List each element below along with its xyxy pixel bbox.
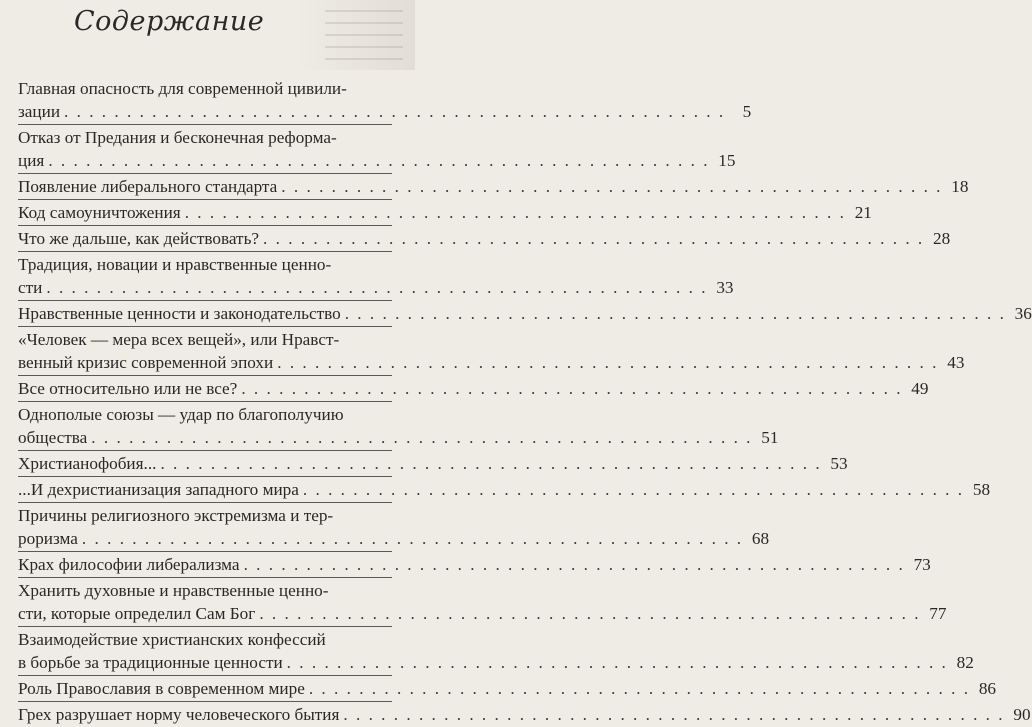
page-number: 18 xyxy=(951,177,969,196)
toc-entry-title: Появление либерального стандарта xyxy=(18,177,278,196)
dot-leader: . . . . . . . . . . . . . . . . . . . . . . . . . . . . . . . . . . . . . . . . . . . . . . . . . . . . . xyxy=(286,653,948,672)
toc-entry[interactable] xyxy=(18,252,734,301)
toc-entry-title: Что же дальше, как действовать? xyxy=(18,229,260,248)
dot-leader: . . . . . . . . . . . . . . . . . . . . . . . . . . . . . . . . . . . . . . . . . . . . . . . . . . . . . xyxy=(81,529,744,548)
toc-entry-title-continuation: сти, которые определил Сам Бог xyxy=(18,604,256,623)
page-number: 51 xyxy=(761,428,779,447)
page-number: 33 xyxy=(716,278,734,297)
dot-leader: . . . . . . . . . . . . . . . . . . . . . . . . . . . . . . . . . . . . . . . . . . . . . . . . . . . . . xyxy=(308,679,970,698)
toc-entry-title-continuation: ция xyxy=(18,151,45,170)
toc-entry[interactable] xyxy=(18,552,931,578)
dot-leader: . . . . . . . . . . . . . . . . . . . . . . . . . . . . . . . . . . . . . . . . . . . . . . . . . . . . . xyxy=(344,304,1006,323)
toc-entry-title: ...И дехристианизация западного мира xyxy=(18,480,299,499)
toc-entry[interactable] xyxy=(18,76,752,125)
dot-leader: . . . . . . . . . . . . . . . . . . . . . . . . . . . . . . . . . . . . . . . . . . . . . . . . . . . . . xyxy=(259,604,921,623)
page-number: 36 xyxy=(1014,304,1032,323)
page-title: Содержание xyxy=(74,6,265,37)
page-number: 53 xyxy=(830,454,848,473)
page-number: 58 xyxy=(972,480,991,499)
toc-entry[interactable] xyxy=(18,125,736,174)
toc-entry-title-continuation: в борьбе за традиционные ценности xyxy=(18,653,283,672)
toc-entry-title: Крах философии либерализма xyxy=(18,555,240,574)
page-number: 68 xyxy=(751,529,770,548)
toc-entry-title: Традиция, новации и нравственные ценно- xyxy=(18,255,332,274)
dot-leader: . . . . . . . . . . . . . . . . . . . . . . . . . . . . . . . . . . . . . . . . . . . . . . . . . . . . . xyxy=(277,353,939,372)
page-number: 15 xyxy=(718,151,736,170)
toc-entry-title: Взаимодействие христианских конфессий xyxy=(18,630,326,649)
toc-entry-title: Причины религиозного экстремизма и тер- xyxy=(18,506,334,525)
toc-entry-title-continuation: роризма xyxy=(18,529,78,548)
page-number: 5 xyxy=(742,102,752,121)
page-number: 43 xyxy=(947,353,965,372)
dot-leader: . . . . . . . . . . . . . . . . . . . . . . . . . . . . . . . . . . . . . . . . . . . . . . . . . . . . . xyxy=(46,278,708,297)
page-number: 77 xyxy=(929,604,947,623)
toc-entry[interactable] xyxy=(18,301,1032,327)
dot-leader: . . . . . . . . . . . . . . . . . . . . . . . . . . . . . . . . . . . . . . . . . . . . . . . . . . . . . xyxy=(263,229,925,248)
toc-entry-title-continuation: сти xyxy=(18,278,43,297)
table-of-contents xyxy=(18,76,1032,727)
toc-entry-title: Нравственные ценности и законодательство xyxy=(18,304,341,323)
dot-leader: . . . . . . . . . . . . . . . . . . . . . . . . . . . . . . . . . . . . . . . . . . . . . . . . . . . . . xyxy=(243,555,905,574)
dot-leader: . . . . . . . . . . . . . . . . . . . . . . . . . . . . . . . . . . . . . . . . . . . . . . . . . . . . . xyxy=(343,705,1005,724)
facing-page-bleed xyxy=(295,0,415,70)
toc-entry-title: Христианофобия... xyxy=(18,454,157,473)
toc-entry-title-continuation: общества xyxy=(18,428,88,447)
page-number: 28 xyxy=(933,229,951,248)
page-number: 73 xyxy=(913,555,931,574)
toc-entry-title: Отказ от Предания и бесконечная реформа- xyxy=(18,128,337,147)
toc-entry-title: Однополые союзы — удар по благополучию xyxy=(18,405,344,424)
toc-entry[interactable] xyxy=(18,200,872,226)
dot-leader: . . . . . . . . . . . . . . . . . . . . . . . . . . . . . . . . . . . . . . . . . . . . . . . . . . . . . xyxy=(281,177,943,196)
toc-entry[interactable] xyxy=(18,226,951,252)
toc-entry-title-continuation: зации xyxy=(18,102,61,121)
toc-entry-title: Главная опасность для современной цивили- xyxy=(18,79,347,98)
toc-entry[interactable] xyxy=(18,503,770,552)
toc-entry-title: Все относительно или не все? xyxy=(18,379,238,398)
dot-leader: . . . . . . . . . . . . . . . . . . . . . . . . . . . . . . . . . . . . . . . . . . . . . . . . . . . . . xyxy=(302,480,965,499)
toc-entry[interactable] xyxy=(18,376,929,402)
toc-entry[interactable] xyxy=(18,477,991,503)
page-number: 21 xyxy=(854,203,872,222)
toc-entry[interactable] xyxy=(18,627,974,676)
toc-entry-title: «Человек — мера всех вещей», или Нравст- xyxy=(18,330,340,349)
toc-entry[interactable] xyxy=(18,174,969,200)
toc-entry[interactable] xyxy=(18,578,947,627)
toc-entry[interactable] xyxy=(18,327,965,376)
toc-entry[interactable] xyxy=(18,402,779,451)
dot-leader: . . . . . . . . . . . . . . . . . . . . . . . . . . . . . . . . . . . . . . . . . . . . . . . . . . . . . xyxy=(184,203,846,222)
page-number: 49 xyxy=(911,379,929,398)
page-number: 82 xyxy=(956,653,974,672)
toc-entry-title-continuation: венный кризис современной эпохи xyxy=(18,353,274,372)
toc-entry-title: Хранить духовные и нравственные ценно- xyxy=(18,581,329,600)
toc-entry[interactable] xyxy=(18,702,1031,727)
dot-leader: . . . . . . . . . . . . . . . . . . . . . . . . . . . . . . . . . . . . . . . . . . . . . . . . . . . . . xyxy=(91,428,753,447)
dot-leader: . . . . . . . . . . . . . . . . . . . . . . . . . . . . . . . . . . . . . . . . . . . . . . . . . . . . . xyxy=(241,379,903,398)
toc-entry-title: Грех разрушает норму человеческого бытия xyxy=(18,705,340,724)
dot-leader: . . . . . . . . . . . . . . . . . . . . . . . . . . . . . . . . . . . . . . . . . . . . . . . . . . . . . xyxy=(160,454,822,473)
page-number: 86 xyxy=(978,679,996,698)
page-number: 90 xyxy=(1013,705,1031,724)
toc-entry-title: Роль Православия в современном мире xyxy=(18,679,305,698)
dot-leader: . . . . . . . . . . . . . . . . . . . . . . . . . . . . . . . . . . . . . . . . . . . . . . . . . . . . . xyxy=(64,102,726,121)
toc-entry[interactable] xyxy=(18,451,848,477)
toc-entry-title: Код самоуничтожения xyxy=(18,203,181,222)
dot-leader: . . . . . . . . . . . . . . . . . . . . . . . . . . . . . . . . . . . . . . . . . . . . . . . . . . . . . xyxy=(48,151,710,170)
toc-entry[interactable] xyxy=(18,676,996,702)
